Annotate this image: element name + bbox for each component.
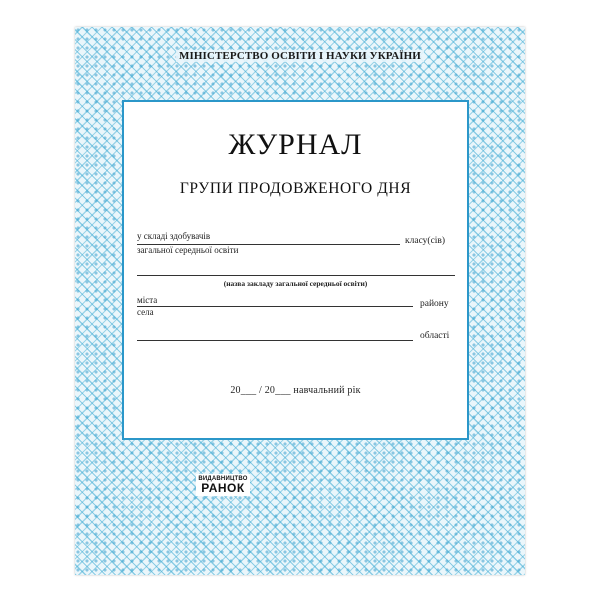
publisher-top: ВИДАВНИЦТВО [198, 476, 248, 482]
composition-label-2: загальної середньої освіти [137, 245, 239, 255]
region-underline [137, 340, 413, 341]
class-suffix: класу(сів) [405, 236, 446, 246]
academic-year: 20___ / 20___ навчальний рік [230, 385, 361, 396]
district-label: району [420, 299, 449, 309]
book-cover [75, 27, 525, 575]
composition-label-1: у складі здобувачів [137, 231, 211, 241]
region-label: області [420, 331, 450, 341]
village-label: села [137, 307, 154, 317]
institution-underline [137, 275, 455, 276]
city-label: міста [137, 295, 158, 305]
city-underline [137, 306, 413, 307]
ministry-header [75, 50, 525, 62]
title-panel [122, 100, 469, 440]
publisher-brand: РАНОК [201, 481, 245, 495]
publisher-logo [196, 474, 250, 496]
journal-title: ЖУРНАЛ [228, 128, 363, 161]
journal-subtitle: ГРУПИ ПРОДОВЖЕНОГО ДНЯ [179, 180, 412, 197]
institution-caption: (назва закладу загальної середньої освіти) [223, 279, 368, 288]
ministry-text: МІНІСТЕРСТВО ОСВІТИ І НАУКИ УКРАЇНИ [176, 50, 424, 62]
